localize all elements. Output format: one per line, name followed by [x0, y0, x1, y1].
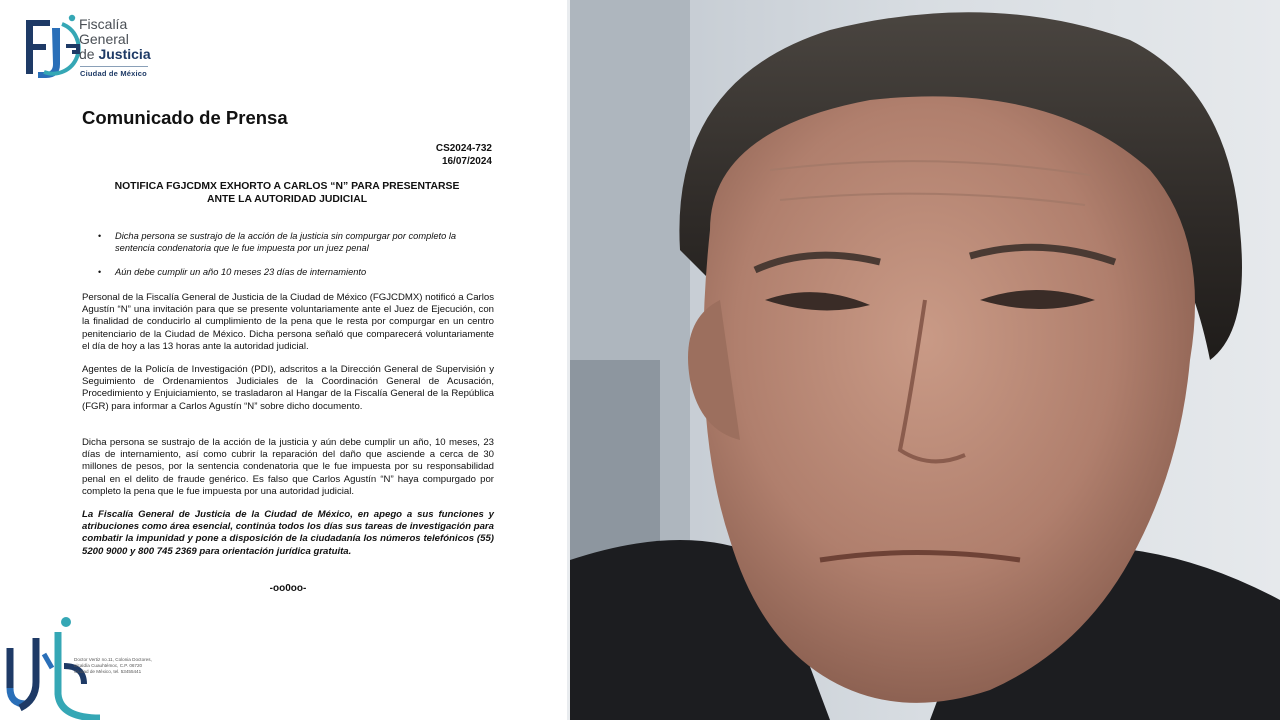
footer-address-line: Ciudad de México, tel. 53455441: [74, 669, 142, 674]
logo-line-3-bold: Justicia: [98, 46, 151, 62]
summary-bullets: [82, 230, 494, 290]
logo-subtitle: Ciudad de México: [80, 69, 147, 78]
portrait-photo: [570, 0, 1280, 720]
logo-line-3-prefix: de: [79, 46, 95, 62]
body-paragraph-1: Personal de la Fiscalía General de Justicia de la Ciudad de México (FGJCDMX) notificó a Carlos Agustín “N” una invitación para que se presente voluntariamente ante el Juez de Ejecución, con la finalidad de conducirlo al cumplimiento de la pena que le resta por compurgar en un centro penitenciario de la Ciudad de México. Dicha persona señaló que comparecerá voluntariamente el día de hoy a las 13 horas ante la autoridad judicial.: [82, 292, 494, 352]
body-paragraph-2: Agentes de la Policía de Investigación (PDI), adscritos a la Dirección General de Supervisión y Seguimiento de Ordenamientos Judiciales de la Coordinación General de Acusación, Procedimiento y Enjuiciamiento, se trasladaron al Hangar de la Fiscalía General de la República (FGR) para informar a Carlos Agustín “N” sobre dicho documento.: [82, 364, 494, 412]
logo-divider: [80, 66, 148, 67]
body-paragraph-3: Dicha persona se sustrajo de la acción de la justicia y aún debe cumplir un año, 10 meses, 23 días de internamiento, así como cubrir la reparación del daño que asciende a cerca de 30 millones de pesos, por la sentencia condenatoria que le fue impuesta por su responsabilidad penal en el delito de fraude genérico. Es falso que Carlos Agustín “N” haya compurgado por completo la pena que le fue impuesta por una autoridad judicial.: [82, 437, 494, 497]
logo-line-3: [79, 47, 151, 62]
headline-line-2: ANTE LA AUTORIDAD JUDICIAL: [206, 194, 368, 205]
bullet-item: • Dicha persona se sustrajo de la acción de la justicia sin compurgar por completo la sentencia condenatoria que le fue impuesta por un juez penal: [82, 230, 494, 254]
closing-mark: -oo0oo-: [269, 583, 307, 594]
document-title: Comunicado de Prensa: [82, 107, 288, 128]
footer-address-line: alcaldía Cuauhtémoc, C.P. 06720: [74, 663, 143, 668]
logo-wordmark: [79, 17, 151, 62]
reference-number: CS2024-732: [435, 143, 492, 154]
footer-address-line: Doctor Vertiz no.11, Colonia Doctores,: [74, 657, 152, 662]
press-release-document: [0, 0, 568, 720]
closing-paragraph: La Fiscalía General de Justicia de la Ciudad de México, en apego a sus funciones y atribuciones como área esencial, continúa todos los días sus tareas de investigación para combatir la impunidad y pone a disposición de la ciudadanía los números telefónicos (55) 5200 9000 y 800 745 2369 para orientación jurídica gratuita.: [82, 509, 494, 557]
footer-address: [74, 657, 152, 675]
headline: [82, 180, 492, 206]
headline-line-1: NOTIFICA FGJCDMX EXHORTO A CARLOS “N” PARA PRESENTARSE: [114, 181, 460, 192]
reference-block: [436, 142, 492, 168]
logo-line-2: General: [79, 31, 129, 47]
bullet-item: • Aún debe cumplir un año 10 meses 23 días de internamiento: [82, 266, 494, 278]
release-date: 16/07/2024: [441, 156, 492, 167]
logo-line-1: Fiscalía: [79, 16, 128, 32]
